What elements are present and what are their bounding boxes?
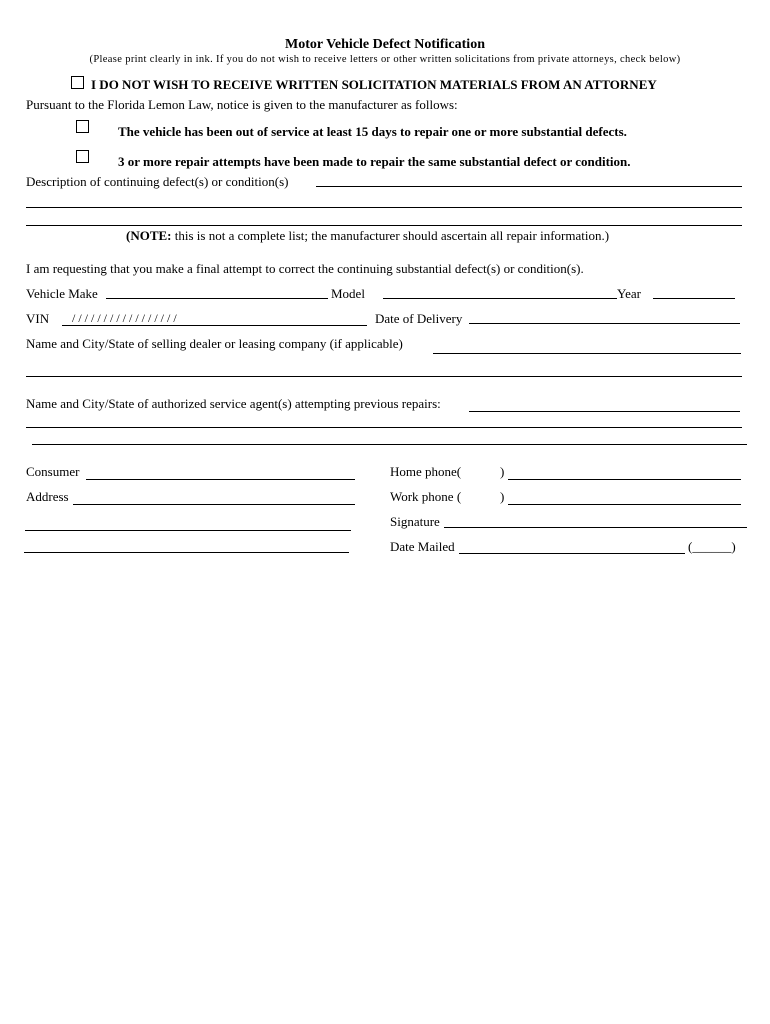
form-instructions: (Please print clearly in ink. If you do not wish to receive letters or other written solicitations from private attorneys, check below) [89,54,681,65]
request-text: I am requesting that you make a final attempt to correct the continuing substantial defect(s) or condition(s). [26,261,584,276]
work-phone-area-code[interactable] [468,487,500,504]
description-field-2[interactable] [26,190,742,208]
delivery-date-label: Date of Delivery [375,311,463,326]
year-field[interactable] [653,281,735,299]
form-title: Motor Vehicle Defect Notification [285,37,485,52]
description-label: Description of continuing defect(s) or condition(s) [26,174,289,189]
vin-character-slots: / / / / / / / / / / / / / / / / / [72,311,177,325]
description-field-3[interactable] [26,208,742,226]
service-agent-field-3[interactable] [32,427,747,445]
out-of-service-checkbox[interactable] [76,120,89,133]
date-mailed-paren: (______) [688,539,736,554]
vehicle-make-label: Vehicle Make [26,286,98,301]
work-phone-label: Work phone ( [390,489,462,504]
date-mailed-label: Date Mailed [390,539,455,554]
address-field-3[interactable] [24,535,349,553]
repair-attempts-checkbox[interactable] [76,150,89,163]
date-mailed-field[interactable] [459,536,685,554]
repair-attempts-label: 3 or more repair attempts have been made to repair the same substantial defect or condition. [118,154,631,169]
consumer-field[interactable] [86,462,355,480]
home-phone-field[interactable] [508,462,741,480]
address-field-2[interactable] [25,513,351,531]
no-solicitation-label: I DO NOT WISH TO RECEIVE WRITTEN SOLICITATION MATERIALS FROM AN ATTORNEY [91,77,657,92]
vehicle-make-field[interactable] [106,281,328,299]
service-agent-field-2[interactable] [26,410,742,428]
model-label: Model [331,286,365,301]
dealer-field-2[interactable] [26,359,742,377]
consumer-label: Consumer [26,464,80,479]
home-phone-close-paren: ) [500,464,505,479]
year-label: Year [617,286,641,301]
note-label: (NOTE: [126,228,172,243]
home-phone-label: Home phone( [390,464,462,479]
out-of-service-label: The vehicle has been out of service at least 15 days to repair one or more substantial defects. [118,124,627,139]
delivery-date-field[interactable] [469,306,740,324]
no-solicitation-checkbox[interactable] [71,76,84,89]
dealer-field-1[interactable] [433,336,741,354]
signature-field[interactable] [444,510,747,528]
description-field-1[interactable] [316,169,742,187]
dealer-label: Name and City/State of selling dealer or leasing company (if applicable) [26,336,403,351]
work-phone-field[interactable] [508,487,741,505]
note-text [126,228,609,244]
service-agent-label: Name and City/State of authorized service agent(s) attempting previous repairs: [26,396,441,411]
address-field-1[interactable] [73,487,355,505]
home-phone-area-code[interactable] [466,462,500,479]
vin-label: VIN [26,311,50,326]
work-phone-close-paren: ) [500,489,505,504]
vin-underline [62,325,367,326]
address-label: Address [26,489,69,504]
vin-field[interactable] [62,308,367,325]
model-field[interactable] [383,281,617,299]
signature-label: Signature [390,514,440,529]
note-body: this is not a complete list; the manufacturer should ascertain all repair information.) [171,228,610,243]
pursuant-text: Pursuant to the Florida Lemon Law, notice is given to the manufacturer as follows: [26,97,458,112]
